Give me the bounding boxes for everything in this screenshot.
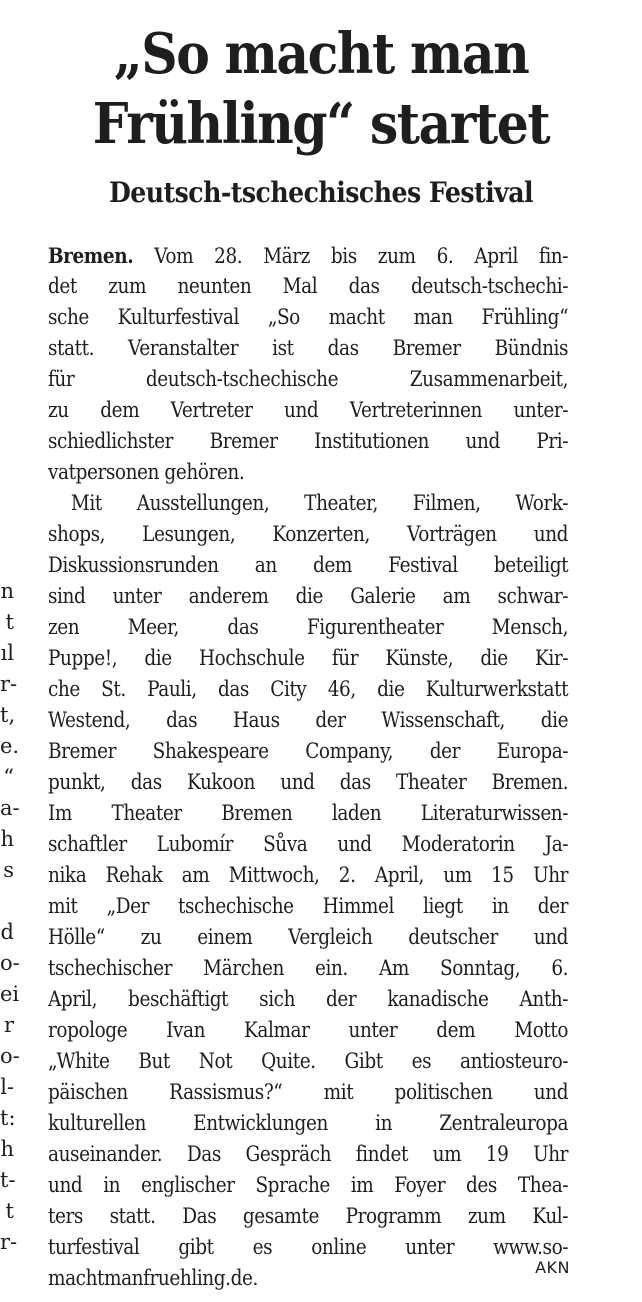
column-fragment: t <box>5 610 14 634</box>
column-fragment: d <box>0 920 14 944</box>
body-line: sind unter anderem die Galerie am schwar- <box>48 584 569 608</box>
body-line: ropologe Ivan Kalmar unter dem Motto <box>48 1018 569 1042</box>
body-line: ters statt. Das gesamte Programm zum Kul- <box>48 1204 569 1228</box>
body-line: päischen Rassismus?“ mit politischen und <box>48 1080 569 1104</box>
body-line: turfestival gibt es online unter www.so- <box>48 1235 569 1259</box>
column-fragment: r- <box>0 1230 18 1254</box>
column-fragment: t: <box>0 1106 16 1130</box>
body-line: schiedlichster Bremer Institutionen und Pri- <box>48 429 569 453</box>
body-line: che St. Pauli, das City 46, die Kulturwerkstatt <box>48 677 569 701</box>
body-line: nika Rehak am Mittwoch, 2. April, um 15 Uhr <box>48 863 569 887</box>
body-line: vatpersonen gehören. <box>48 460 245 484</box>
body-line: zu dem Vertreter und Vertreterinnen unter- <box>48 398 569 422</box>
body-line: für deutsch-tschechische Zusammenarbeit, <box>48 367 569 391</box>
body-line: zen Meer, das Figurentheater Mensch, <box>48 615 569 639</box>
body-line: det zum neunten Mal das deutsch-tschechi- <box>48 274 569 298</box>
column-fragment: o- <box>0 951 20 975</box>
column-fragment: “ <box>3 765 14 789</box>
body-line: „White But Not Quite. Gibt es antiosteuro- <box>48 1049 569 1073</box>
body-line: Westend, das Haus der Wissenschaft, die <box>48 708 569 732</box>
column-fragment: r <box>3 1013 14 1037</box>
body-line: Puppe!, die Hochschule für Künste, die Kir- <box>48 646 569 670</box>
column-fragment: s <box>3 858 14 882</box>
body-line: Mit Ausstellungen, Theater, Filmen, Work- <box>70 491 569 515</box>
column-fragment: e. <box>0 734 20 758</box>
body-line: shops, Lesungen, Konzerten, Vorträgen und <box>48 522 569 546</box>
column-fragment <box>0 886 14 917</box>
body-line: kulturellen Entwicklungen in Zentraleuropa <box>48 1111 569 1135</box>
column-fragment: t- <box>0 1168 16 1192</box>
body-line: sche Kulturfestival „So macht man Frühling“ <box>48 305 569 329</box>
column-fragment: r- <box>0 672 18 696</box>
body-line: machtmanfruehling.de. <box>48 1266 258 1290</box>
body-line: und in englischer Sprache im Foyer des Thea- <box>48 1173 569 1197</box>
column-fragment: t, <box>0 703 16 727</box>
body-line: Diskussionsrunden an dem Festival beteiligt <box>48 553 569 577</box>
body-line: schaftler Lubomír Sůva und Moderatorin Ja- <box>48 832 569 856</box>
body-line-text: Vom 28. März bis zum 6. April fin- <box>133 244 569 268</box>
body-line: statt. Veranstalter ist das Bremer Bündnis <box>48 336 569 360</box>
column-fragment: ıl <box>0 641 14 665</box>
body-line: Hölle“ zu einem Vergleich deutscher und <box>48 925 569 949</box>
body-line: April, beschäftigt sich der kanadische Anth- <box>48 987 569 1011</box>
dateline: Bremen. <box>48 243 134 268</box>
body-line: auseinander. Das Gespräch findet um 19 Uhr <box>48 1142 569 1166</box>
body-line: Bremer Shakespeare Company, der Europa- <box>48 739 569 763</box>
body-line: mit „Der tschechische Himmel liegt in der <box>48 894 569 918</box>
author-initials: AKN <box>535 1258 570 1277</box>
body-line <box>48 240 568 271</box>
body-line: tschechischer Märchen ein. Am Sonntag, 6. <box>48 956 569 980</box>
headline-line-2: Frühling“ startet <box>92 91 550 157</box>
column-fragment: l- <box>0 1075 14 1099</box>
column-fragment: h <box>0 827 14 851</box>
column-fragment: n <box>0 579 14 603</box>
subheadline: Deutsch-tschechisches Festival <box>108 176 534 209</box>
column-fragment: h <box>0 1137 14 1161</box>
body-line: punkt, das Kukoon und das Theater Bremen. <box>48 770 569 794</box>
body-line: Im Theater Bremen laden Literaturwissen- <box>48 801 569 825</box>
column-fragment: a- <box>0 796 20 820</box>
headline-line-1: „So macht man <box>113 21 529 87</box>
column-fragment: t <box>5 1199 14 1223</box>
column-fragment: o- <box>0 1044 20 1068</box>
column-fragment: ei <box>0 982 20 1006</box>
